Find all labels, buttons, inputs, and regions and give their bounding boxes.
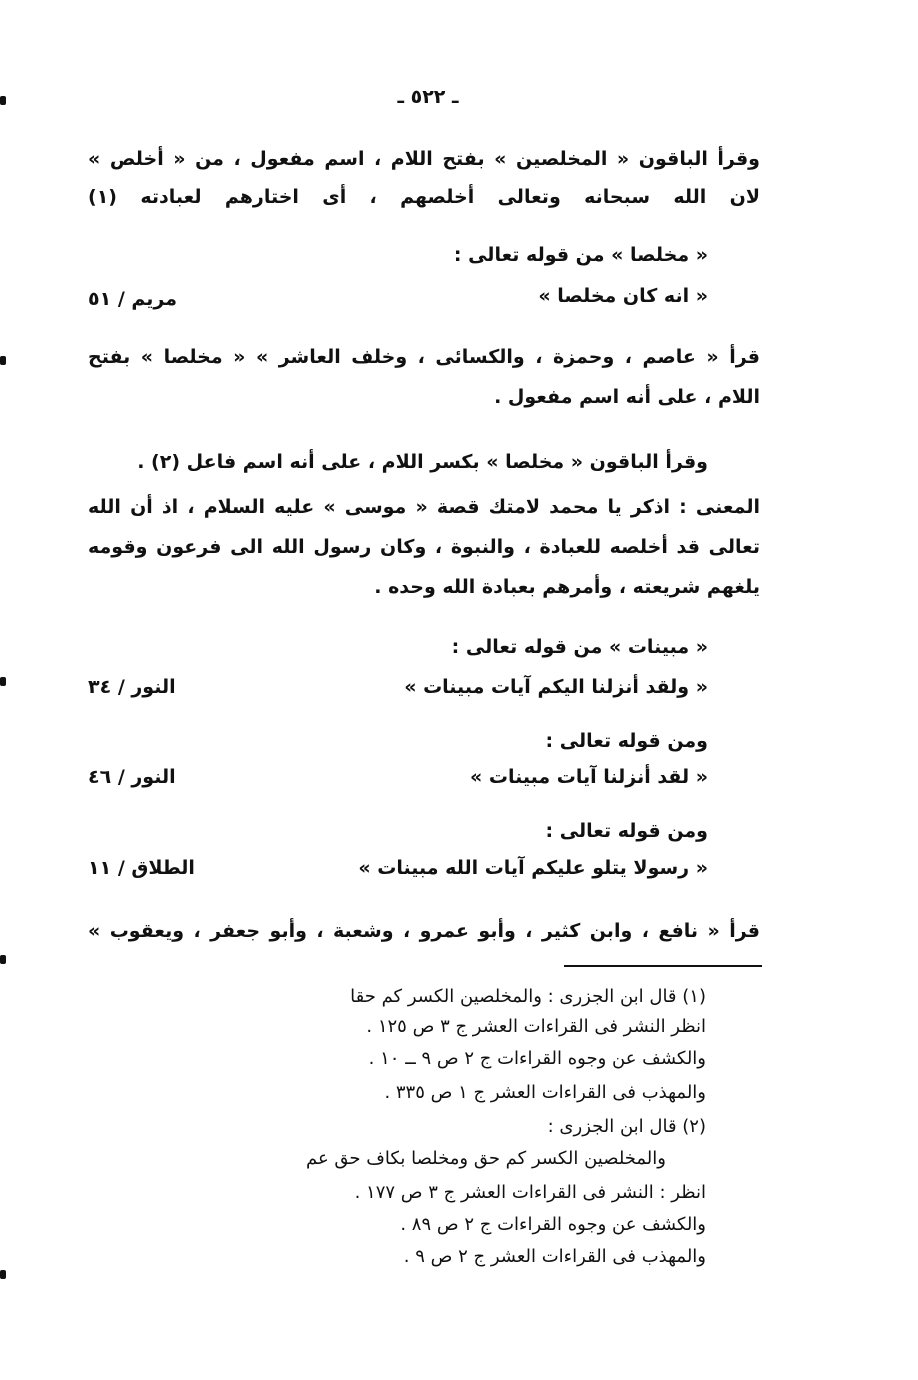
scan-margin-mark bbox=[0, 356, 6, 365]
verse-reference: النور / ٣٤ bbox=[88, 676, 176, 698]
scan-margin-mark bbox=[0, 677, 6, 686]
body-line: وقرأ الباقون « المخلصين » بفتح اللام ، اسم مفعول ، من « أخلص » bbox=[88, 148, 760, 170]
footnote-line: والمهذب فى القراءات العشر ج ٢ ص ٩ . bbox=[403, 1246, 706, 1267]
verse-line: « رسولا يتلو عليكم آيات الله مبينات » bbox=[358, 857, 708, 879]
verse-line: « انه كان مخلصا » bbox=[538, 285, 708, 307]
footnote-line: انظر النشر فى القراءات العشر ج ٣ ص ١٢٥ . bbox=[366, 1016, 706, 1037]
heading-line: ومن قوله تعالى : bbox=[545, 730, 708, 752]
footnote-poem-line: والمخلصين الكسر كم حق ومخلصا بكاف حق عم bbox=[305, 1148, 666, 1169]
body-line: لان الله سبحانه وتعالى أخلصهم ، أى اختارهم لعبادته (١) bbox=[88, 186, 760, 208]
footnote-line: (١) قال ابن الجزرى : والمخلصين الكسر كم حقا bbox=[350, 986, 706, 1007]
body-line: قرأ « نافع ، وابن كثير ، وأبو عمرو ، وشعبة ، وأبو جعفر ، ويعقوب » bbox=[88, 920, 760, 942]
body-line: قرأ « عاصم ، وحمزة ، والكسائى ، وخلف العاشر » « مخلصا » بفتح bbox=[88, 346, 760, 368]
body-line: وقرأ الباقون « مخلصا » بكسر اللام ، على أنه اسم فاعل (٢) . bbox=[137, 451, 708, 473]
body-line: المعنى : اذكر يا محمد لامتك قصة « موسى » عليه السلام ، اذ أن الله bbox=[88, 496, 760, 518]
verse-reference: الطلاق / ١١ bbox=[88, 857, 195, 879]
footnote-separator bbox=[564, 965, 762, 967]
verse-reference: النور / ٤٦ bbox=[88, 766, 176, 788]
footnote-line: والمهذب فى القراءات العشر ج ١ ص ٣٣٥ . bbox=[384, 1082, 706, 1103]
scan-margin-mark bbox=[0, 96, 6, 105]
footnote-line: انظر : النشر فى القراءات العشر ج ٣ ص ١٧٧ . bbox=[354, 1182, 706, 1203]
verse-line: « لقد أنزلنا آيات مبينات » bbox=[469, 766, 708, 788]
footnote-line: والكشف عن وجوه القراءات ج ٢ ص ٨٩ . bbox=[400, 1214, 706, 1235]
body-line: اللام ، على أنه اسم مفعول . bbox=[494, 386, 760, 408]
scan-margin-mark bbox=[0, 1270, 6, 1279]
heading-line: « مبينات » من قوله تعالى : bbox=[451, 636, 708, 658]
page-number: ـ ٥٢٢ ـ bbox=[397, 86, 459, 108]
heading-line: ومن قوله تعالى : bbox=[545, 820, 708, 842]
body-line: يلغهم شريعته ، وأمرهم بعبادة الله وحده . bbox=[374, 576, 760, 598]
body-line: تعالى قد أخلصه للعبادة ، والنبوة ، وكان رسول الله الى فرعون وقومه bbox=[88, 536, 760, 558]
verse-reference: مريم / ٥١ bbox=[88, 288, 177, 310]
verse-line: « ولقد أنزلنا اليكم آيات مبينات » bbox=[404, 676, 708, 698]
footnote-line: (٢) قال ابن الجزرى : bbox=[547, 1116, 706, 1137]
footnote-line: والكشف عن وجوه القراءات ج ٢ ص ٩ ــ ١٠ . bbox=[368, 1048, 706, 1069]
heading-line: « مخلصا » من قوله تعالى : bbox=[453, 244, 708, 266]
scan-margin-mark bbox=[0, 955, 6, 964]
